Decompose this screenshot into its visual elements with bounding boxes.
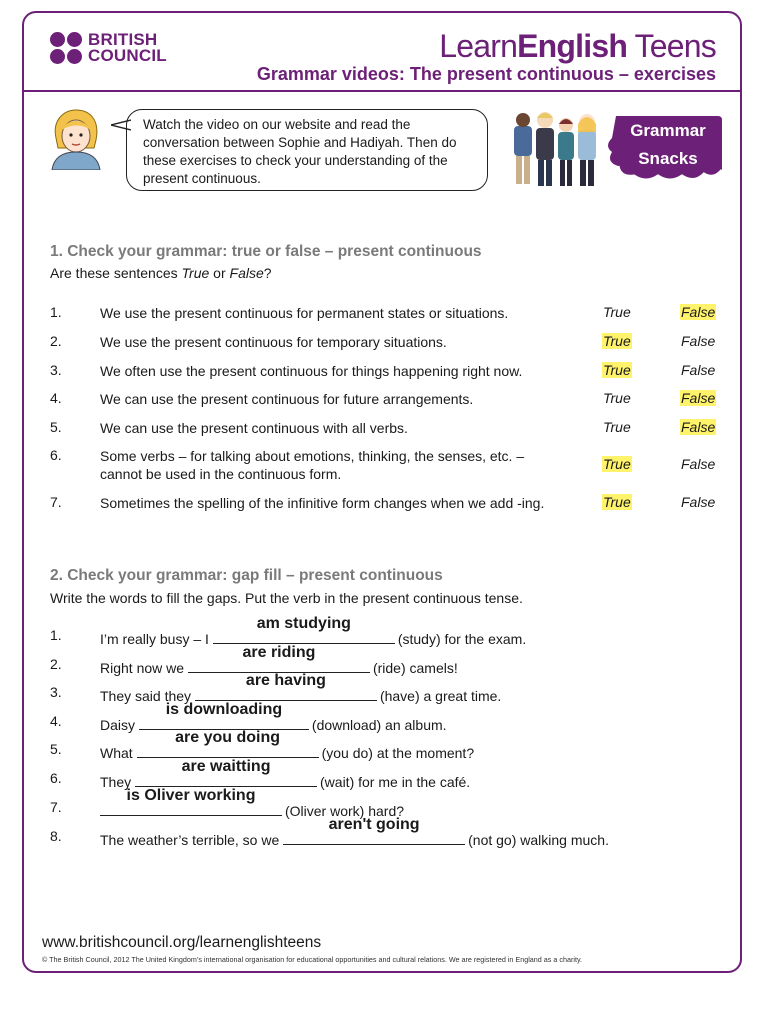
footer-url: www.britishcouncil.org/learnenglishteens (42, 934, 322, 951)
sophie-avatar-icon (48, 108, 104, 170)
sentence-end: (ride) camels! (372, 660, 458, 676)
sentence-start: Daisy (100, 717, 139, 733)
handwritten-answer: am studying (256, 615, 351, 632)
true-option[interactable]: True (603, 304, 631, 320)
sentence-start: They (100, 774, 136, 790)
statement-line: We can use the present continuous for future arrangements. (100, 391, 474, 407)
grammar-snacks-badge (508, 106, 724, 196)
statement-line: Some verbs – for talking about emotions, thinking, the senses, etc. – (100, 448, 525, 464)
footer-legal: © The British Council, 2012 The United Kingdom’s international organisation for educational opportunities and cultural relations. We are registered in England as a charity. (42, 955, 583, 964)
handwritten-answer: is downloading (165, 701, 283, 718)
answer-gap[interactable] (135, 758, 317, 787)
answer-gap[interactable] (195, 672, 377, 701)
statement-text (100, 362, 522, 380)
section1-instructions (50, 265, 272, 281)
statement-line: We often use the present continuous for things happening right now. (100, 363, 523, 379)
sentence-start: Right now we (100, 660, 188, 676)
handwritten-answer: aren't going (328, 816, 420, 833)
true-option[interactable]: True (603, 333, 631, 349)
answer-gap[interactable] (139, 701, 309, 730)
instr-true: True (181, 265, 210, 281)
handwritten-answer: is Oliver working (126, 787, 256, 804)
answer-gap[interactable] (213, 615, 395, 644)
logo-text-line1: BRITISH (88, 30, 158, 49)
item-number: 5. (50, 419, 62, 435)
item-number: 4. (50, 390, 62, 406)
false-option[interactable]: False (681, 494, 716, 510)
sentence-end: (not go) walking much. (468, 832, 609, 848)
section2-heading: 2. Check your grammar: gap fill – present continuous (50, 567, 443, 584)
statement-text (100, 304, 508, 322)
false-option[interactable]: False (681, 456, 716, 472)
true-option[interactable]: True (603, 494, 631, 510)
instr-or: or (209, 265, 230, 281)
brand-teens: Teens (627, 28, 716, 64)
item-number: 2. (50, 333, 62, 349)
logo-dots-icon (50, 32, 82, 64)
sentence-start: What (100, 745, 137, 761)
sentence-start: I’m really busy – I (100, 631, 213, 647)
instr-false: False (229, 265, 264, 281)
handwritten-answer: are waitting (181, 758, 271, 775)
statement-line: We use the present continuous for temporary situations. (100, 334, 447, 350)
item-number: 7. (50, 799, 62, 815)
statement-text (100, 333, 447, 351)
item-number: 3. (50, 362, 62, 378)
false-option[interactable]: False (681, 304, 716, 320)
section2-instructions: Write the words to fill the gaps. Put the verb in the present continuous tense. (50, 590, 523, 606)
item-number: 1. (50, 627, 62, 643)
intro-text: Watch the video on our website and read the conversation between Sophie and Hadiyah. Then do these exercises to check your understanding of the present continuous. (143, 117, 457, 186)
statement-text (100, 447, 524, 483)
statement-text (100, 419, 408, 437)
item-number: 8. (50, 828, 62, 844)
sentence-start: The weather’s terrible, so we (100, 832, 284, 848)
badge-grammar-label: Grammar (630, 121, 706, 140)
statement-text (100, 494, 544, 512)
answer-gap[interactable] (283, 816, 465, 845)
instr-pre: Are these sentences (50, 265, 182, 281)
item-number: 3. (50, 684, 62, 700)
handwritten-answer: are having (245, 672, 326, 689)
true-option[interactable]: True (603, 419, 631, 435)
item-number: 4. (50, 713, 62, 729)
handwritten-answer: are riding (242, 644, 316, 661)
sentence-end: (study) for the exam. (397, 631, 527, 647)
statement-line: We can use the present continuous with all verbs. (100, 420, 408, 436)
intro-speech-bubble (126, 109, 488, 191)
false-option[interactable]: False (681, 333, 716, 349)
item-number: 6. (50, 770, 62, 786)
sentence-end: (you do) at the moment? (321, 745, 475, 761)
gap-sentence (100, 816, 609, 848)
section1-heading: 1. Check your grammar: true or false – present continuous (50, 243, 482, 260)
sentence-start: They said they (100, 688, 195, 704)
statement-line: We use the present continuous for permanent states or situations. (100, 305, 509, 321)
sentence-end: (Oliver work) hard? (285, 803, 405, 819)
british-council-logo (50, 32, 167, 64)
item-number: 7. (50, 494, 62, 510)
item-number: 6. (50, 447, 62, 463)
answer-gap[interactable] (188, 644, 370, 673)
answer-gap[interactable] (100, 787, 282, 816)
true-option[interactable]: True (603, 390, 631, 406)
statement-text (100, 390, 473, 408)
handwritten-answer: are you doing (175, 729, 281, 746)
sentence-end: (have) a great time. (379, 688, 502, 704)
true-option[interactable]: True (603, 456, 631, 472)
learnenglish-teens-brand (439, 28, 716, 65)
teens-characters-illustration (514, 112, 596, 186)
badge-snacks-label: Snacks (638, 149, 698, 168)
true-option[interactable]: True (603, 362, 631, 378)
statement-line: Sometimes the spelling of the infinitive form changes when we add -ing. (100, 495, 545, 511)
page-title: Grammar videos: The present continuous – exercises (256, 64, 716, 84)
false-option[interactable]: False (681, 390, 716, 406)
answer-gap[interactable] (137, 729, 319, 758)
brand-english: English (517, 28, 628, 64)
brand-learn: Learn (439, 28, 518, 64)
item-number: 1. (50, 304, 62, 320)
sentence-end: (download) an album. (311, 717, 447, 733)
item-number: 5. (50, 741, 62, 757)
statement-line-2: cannot be used in the continuous form. (100, 466, 342, 482)
header-divider (22, 90, 742, 92)
logo-text-line2: COUNCIL (88, 46, 167, 65)
sentence-end: (wait) for me in the café. (320, 774, 471, 790)
false-option[interactable]: False (681, 419, 716, 435)
instr-end: ? (263, 265, 272, 281)
item-number: 2. (50, 656, 62, 672)
false-option[interactable]: False (681, 362, 716, 378)
